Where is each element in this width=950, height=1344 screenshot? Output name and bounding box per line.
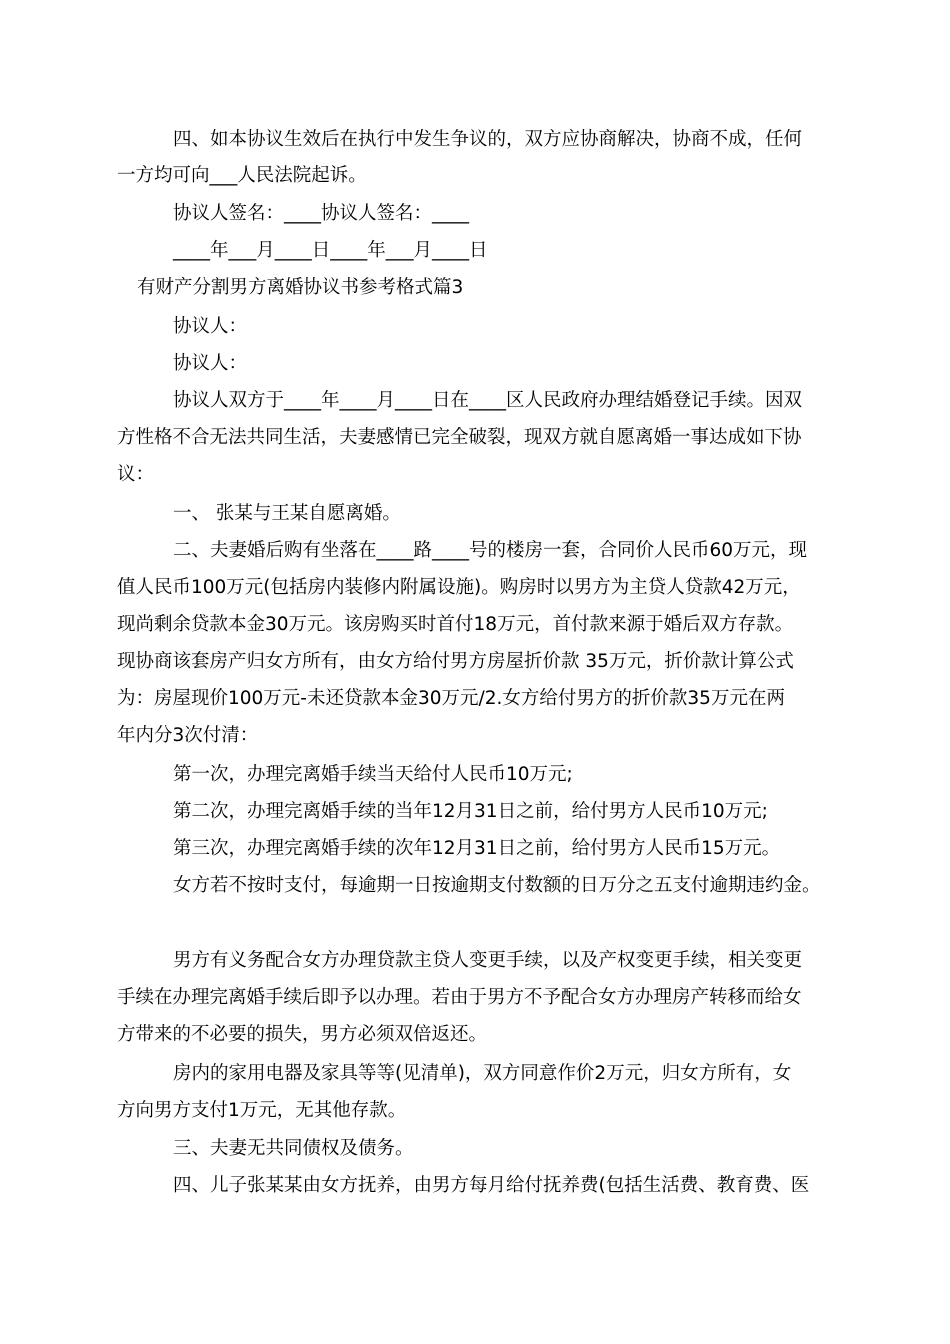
text-line: 第二次，办理完离婚手续的当年12月31日之前，给付男方人民币10万元; (173, 801, 768, 822)
text-line: 方向男方支付1万元，无其他存款。 (117, 1100, 407, 1121)
text-line: 方带来的不必要的损失，男方必须双倍返还。 (117, 1024, 488, 1045)
text-line: 四、儿子张某某由女方抚养，由男方每月给付抚养费(包括生活费、教育费、医 (173, 1175, 810, 1196)
text-line: 男方有义务配合女方办理贷款主贷人变更手续，以及产权变更手续，相关变更 (173, 950, 803, 971)
text-line: 协议人： (173, 353, 248, 374)
text-line: ____年___月____日____年___月____日 (173, 240, 488, 261)
text-line: 协议人： (173, 316, 248, 337)
text-line: 女方若不按时支付，每逾期一日按逾期支付数额的日万分之五支付逾期违约金。 (173, 875, 821, 896)
section-title: 有财产分割男方离婚协议书参考格式篇3 (137, 277, 464, 298)
text-line: 房内的家用电器及家具等等(见清单)，双方同意作价2万元，归女方所有，女 (173, 1063, 792, 1084)
text-line: 手续在办理完离婚手续后即予以办理。若由于男方不予配合女方办理房产转移而给女 (117, 987, 802, 1008)
text-line: 年内分3次付清： (117, 725, 259, 746)
text-line: 三、夫妻无共同债权及债务。 (173, 1138, 414, 1159)
text-line: 现尚剩余贷款本金30万元。该房购买时首付18万元，首付款来源于婚后双方存款。 (117, 614, 794, 635)
text-line: 现协商该套房产归女方所有，由女方给付男方房屋折价款 35万元，折价款计算公式 (117, 651, 794, 672)
text-line: 值人民币100万元(包括房内装修内附属设施)。购房时以男方为主贷人贷款42万元， (117, 577, 801, 598)
text-line: 方性格不合无法共同生活，夫妻感情已完全破裂，现双方就自愿离婚一事达成如下协 (117, 427, 802, 448)
text-line: 一、 张某与王某自愿离婚。 (173, 503, 401, 524)
text-line: 一方均可向___人民法院起诉。 (117, 165, 367, 186)
text-line: 第一次，办理完离婚手续当天给付人民币10万元; (173, 764, 573, 785)
text-line: 为：房屋现价100万元-未还贷款本金30万元/2.女方给付男方的折价款35万元在两 (117, 688, 785, 709)
text-line: 二、夫妻婚后购有坐落在____路____号的楼房一套，合同价人民币60万元，现 (173, 540, 808, 561)
text-line: 四、如本协议生效后在执行中发生争议的，双方应协商解决，协商不成，任何 (173, 129, 803, 150)
text-line: 协议人双方于____年____月____日在____区人民政府办理结婚登记手续。因双 (173, 390, 803, 411)
text-line: 第三次，办理完离婚手续的次年12月31日之前，给付男方人民币15万元。 (173, 838, 781, 859)
text-line: 协议人签名：____协议人签名：____ (173, 203, 470, 224)
text-line: 议： (117, 464, 155, 485)
